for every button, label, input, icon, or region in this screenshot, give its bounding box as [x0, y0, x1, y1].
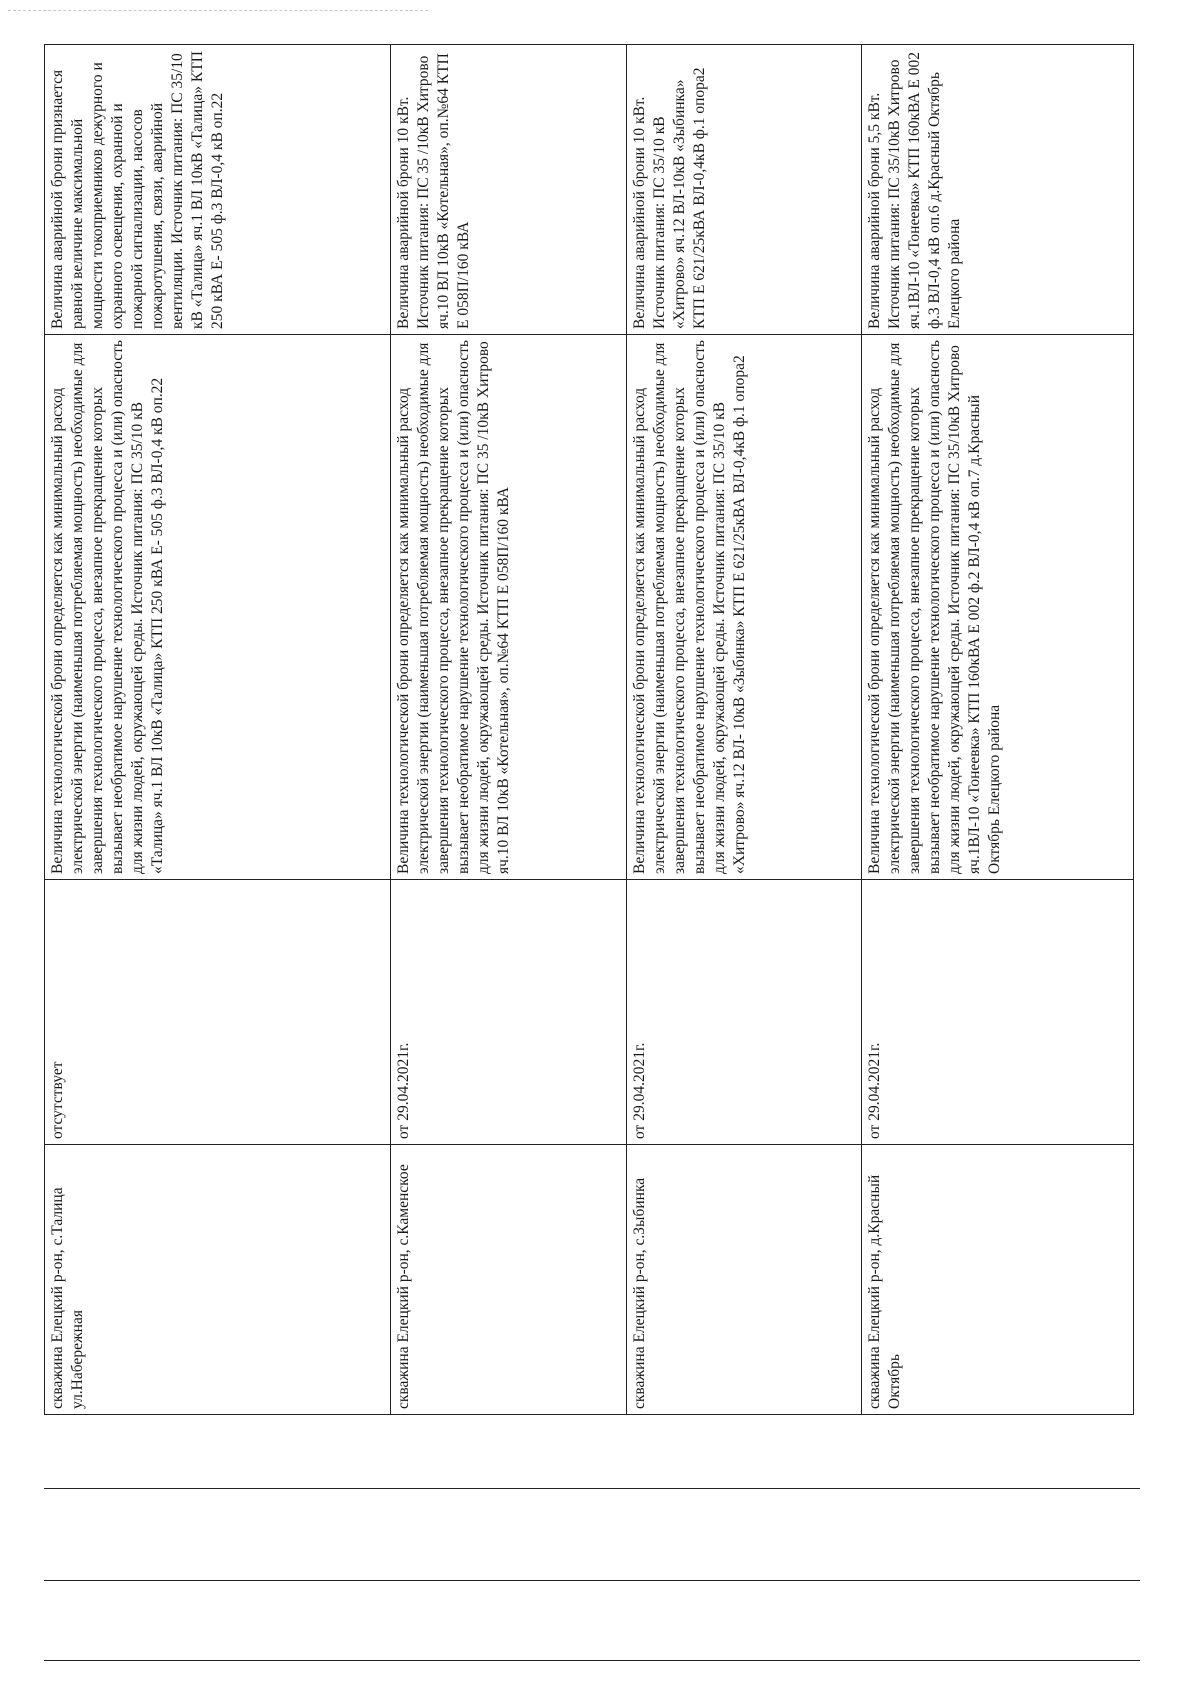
emergency-reserve-cell: Величина аварийной брони 10 кВт. Источник питания: ПС 35 /10кВ Хитрово яч.10 ВЛ 10кВ «Котельная», оп.№64 КТП Е 058П/160 кВА	[391, 45, 626, 335]
divider-line	[44, 1660, 1140, 1661]
tech-reserve-cell: Величина технологической брони определяется как минимальный расход электрической энергии (наименьшая потребляемая мощность) необходимые для завершения технологического процесса, внезапное прекращение которых вызывает необратимое нарушение технологического процесса и (или) опасность для жизни людей, окружающей среды. Источник питания: ПС 35/10 кВ «Талица» яч.1 ВЛ 10кВ «Талица» КТП 250 кВА Е- 505 ф.3 ВЛ-0,4 кВ оп.22	[45, 335, 391, 880]
object-cell: скважина Елецкий р-он, с.Каменское	[391, 1145, 626, 1415]
tech-reserve-cell: Величина технологической брони определяется как минимальный расход электрической энергии (наименьшая потребляемая мощность) необходимые для завершения технологического процесса, внезапное прекращение которых вызывает необратимое нарушение технологического процесса и (или) опасность для жизни людей, окружающей среды. Источник питания: ПС 35 /10кВ Хитрово яч.10 ВЛ 10кВ «Котельная», оп.№64 КТП Е 058П/160 кВА	[391, 335, 626, 880]
object-cell: скважина Елецкий р-он, с.Зыбинка	[626, 1145, 861, 1415]
reservation-table	[44, 44, 1134, 1415]
emergency-reserve-cell: Величина аварийной брони признается равной величине максимальной мощности токоприемников дежурного и охранного освещения, охранной и пожарной сигнализации, насосов пожаротушения, связи, аварийной вентиляции. Источник питания: ПС 35/10 кВ «Талица» яч.1 ВЛ 10кВ «Талица» КТП 250 кВА Е- 505 ф.3 ВЛ-0,4 кВ оп.22	[45, 45, 391, 335]
tech-reserve-cell: Величина технологической брони определяется как минимальный расход электрической энергии (наименьшая потребляемая мощность) необходимые для завершения технологического процесса, внезапное прекращение которых вызывает необратимое нарушение технологического процесса и (или) опасность для жизни людей, окружающей среды. Источник питания: ПС 35/10кВ Хитрово яч.1ВЛ-10 «Тонеевка» КТП 160кВА Е 002 ф.2 ВЛ-0,4 кВ оп.7 д.Красный Октябрь Елецкого района	[861, 335, 1133, 880]
emergency-reserve-cell: Величина аварийной брони 5,5 кВт. Источник питания: ПС 35/10кВ Хитрово яч.1ВЛ-10 «Тонеевка» КТП 160кВА Е 002 ф.3 ВЛ-0,4 кВ оп.6 д.Красный Октябрь Елецкого района	[861, 45, 1133, 335]
table-row	[391, 45, 626, 1415]
object-cell: скважина Елецкий р-он, д.Красный Октябрь	[861, 1145, 1133, 1415]
document-cell: от 29.04.2021г.	[861, 880, 1133, 1145]
divider-line	[44, 1580, 1140, 1581]
emergency-reserve-cell: Величина аварийной брони 10 кВт. Источник питания: ПС 35/10 кВ «Хитрово» яч.12 ВЛ-10кВ «Зыбинка» КТП Е 621/25кВА ВЛ-0,4кВ ф.1 опора2	[626, 45, 861, 335]
tech-reserve-cell: Величина технологической брони определяется как минимальный расход электрической энергии (наименьшая потребляемая мощность) необходимые для завершения технологического процесса, внезапное прекращение которых вызывает необратимое нарушение технологического процесса и (или) опасность для жизни людей, окружающей среды. Источник питания: ПС 35/10 кВ «Хитрово» яч.12 ВЛ- 10кВ «Зыбинка» КТП Е 621/25кВА ВЛ-0,4кВ ф.1 опора2	[626, 335, 861, 880]
divider-line	[44, 1488, 1140, 1489]
table-row	[45, 45, 391, 1415]
object-cell: скважина Елецкий р-он, с.Талица ул.Набережная	[45, 1145, 391, 1415]
scan-edge-artifact	[8, 10, 428, 12]
table-row	[626, 45, 861, 1415]
table-row	[861, 45, 1133, 1415]
document-cell: от 29.04.2021г.	[391, 880, 626, 1145]
document-cell: отсутствует	[45, 880, 391, 1145]
document-cell: от 29.04.2021г.	[626, 880, 861, 1145]
